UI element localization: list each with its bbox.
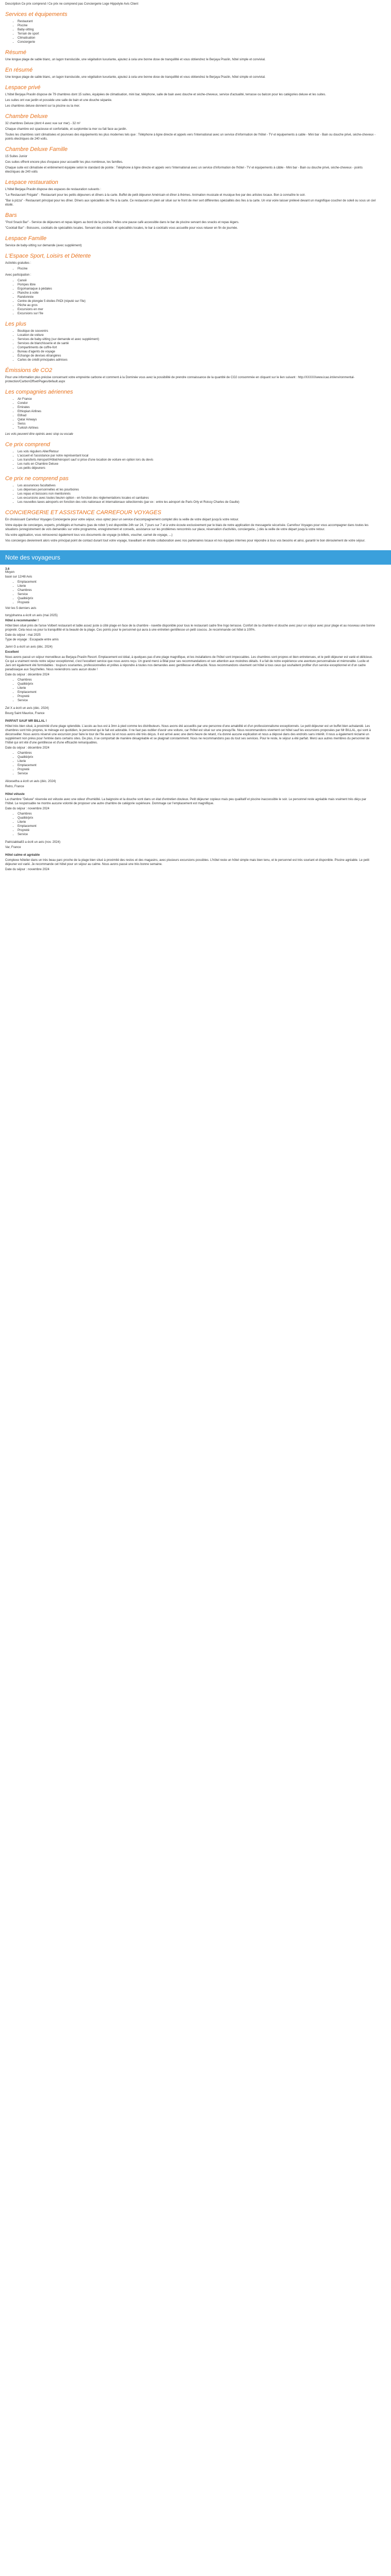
list-item: • Turkish Airlines bbox=[18, 426, 376, 430]
rating-category: • Chambres bbox=[18, 588, 376, 592]
overall-label: Moyen bbox=[5, 571, 15, 574]
section-list bbox=[5, 450, 376, 470]
section-title: Lespace privé bbox=[5, 84, 41, 91]
section-paragraph: Avec participation : bbox=[5, 274, 31, 277]
review-text: Complexe hôtelier dans un très beau parc proche de la plage bien situé à proximité des restos et des magasins, avec plusieurs excursions possibles. L'hôtel reste un hôtel simple mais bien tenu, et le personnel est très souriant et disponible. Piscine agréable. Le petit déjeuner est varié. Je recommande cet hôtel pour un séjour au calme. Nous avons passé une très bonne semaine. bbox=[5, 859, 369, 866]
review bbox=[5, 646, 376, 703]
rating-category: • Propreté bbox=[18, 601, 376, 605]
section-paragraph: Les suites ont vue jardin et possède une salle de bain et une douche séparée. bbox=[5, 99, 112, 102]
rating-category: • Emplacement bbox=[18, 690, 376, 694]
section-title: Émissions de CO2 bbox=[5, 367, 53, 374]
reviews-area bbox=[0, 568, 381, 871]
section-paragraph: Toutes les chambres sont climatisées et pourvues des équipements les plus modernes tels que : Téléphone à ligne directe et appels vers l'international avec un service d'information de l'hôtel - TV et équipements à cable - Mini bar - Bain ou douche privé, sèche-cheveux - points électriques de 240 volts. bbox=[5, 133, 376, 141]
section-title: Services et équipements bbox=[5, 11, 68, 18]
section-title: CONCIERGERIE ET ASSISTANCE CARREFOUR VOYAGES bbox=[5, 510, 161, 516]
review-title: Excellent bbox=[5, 651, 19, 654]
list-item: • Centre de plongée 5 étoiles PADI (réputé sur l'île) bbox=[18, 299, 376, 303]
review-text: Hôtel bien situé près de l'anse Volbert restaurant et table assez juste à côté plage en face de la chambre - navette disponible pour tous le restaurant cadre fine Ingo terrasse. Confort de la chambre et douche avec pour un séjour avec pour plage et au nouveau une bonne propreté. Cela nous va pour la tranquillité et la beauté de la plage. Ces points pour le personnel qui aura à une entretien gentillesse un petit coucou. Je recommande cet hôtel à 100%. bbox=[5, 624, 375, 632]
review-categories bbox=[5, 812, 376, 837]
list-item: • Restaurant bbox=[18, 20, 376, 24]
section-paragraph: Pour une information plus précise concernant votre empreinte carbone et comment à la Dominée vous avez la possibilité de prendre connaissance de la quantité de CO2 consommée en cliquant sur le lien suivant : http://XXXXXwww.icao.int/environmental-protection/CarbonOffset/Pages/default.aspx bbox=[5, 376, 355, 383]
list-item: • Qatar Airways bbox=[18, 418, 376, 422]
see-all-reviews-link[interactable]: Voir les 5 derniers avis bbox=[5, 607, 37, 610]
overall-score: 3.6 bbox=[5, 568, 10, 571]
section-paragraph: Votre équipe de concierges, experts, privilégiés et humains (pas de robot !) est disponible 24h sur 24, 7 jours sur 7 et à votre écoute exclusivement par le biais de notre application de messagerie sécurisée. Carrefour Voyages pour vous accompagner dans toutes les situations (enregistrement de vols demandés sur votre programme, enregistrement et conseils, assistance sur les problèmes rencontrés sur place, réservation d'activités, conciergerie...) dès la veille de votre départ jusqu'à votre retour. bbox=[5, 524, 369, 531]
list-item: • Excursions sur l'île bbox=[18, 312, 376, 316]
section-paragraph: Une longue plage de sable blanc, un lagon translucide, une végétation luxuriante, ajoutez à cela une bonne dose de tranquillité et vous obtiendrez le Berjaya Praslin, hôtel simple et convivial. bbox=[5, 76, 266, 79]
review-author: Zel X a écrit un avis (déc. 2024) bbox=[5, 707, 49, 710]
list-item: • Pêche au gros bbox=[18, 303, 376, 308]
list-item: • Les transferts Aéroport/Hôtel/Aéroport sauf si prise d'une location de voiture en option lors du devis bbox=[18, 458, 376, 462]
list-item: • Location de voiture bbox=[18, 333, 376, 337]
section-paragraph: 15 Suites Junior bbox=[5, 155, 28, 158]
section bbox=[5, 113, 376, 141]
list-item: • Piscine bbox=[18, 24, 376, 28]
overall-categories bbox=[5, 580, 376, 605]
rating-category: • Propreté bbox=[18, 768, 376, 772]
rating-category: • Literie bbox=[18, 584, 376, 588]
section bbox=[5, 11, 376, 44]
section-title: Bars bbox=[5, 212, 17, 218]
section-paragraph: Vos concierges deviennent alors votre principal point de contact durant tout votre voyage, travaillant en étroite collaboration avec nos partenaires locaux et nos équipes internes pour répondre à tous vos besoins et ainsi, garantir le bon déroulement de votre séjour. bbox=[5, 539, 366, 543]
review-categories bbox=[5, 751, 376, 776]
review-text: La chambre "Deluxe" réservée est vétuste avec une odeur d'humidité. La baignoire et la douche sont dans un état d'entretien douteux. Petit déjeuner copieux mais peu qualitatif et piscine inaccessible le soir. Le personnel reste agréable mais vraiment très déçu par l'hôtel. Le responsable ne montre aucune volonté de proposer une autre chambre de catégorie supérieure. Dommage car l'emplacement est magnifique. bbox=[5, 798, 366, 805]
list-item: • Conciergerie bbox=[18, 40, 376, 44]
list-item: • Climatisation bbox=[18, 36, 376, 40]
list-item: • Bureau d'agents de voyage bbox=[18, 350, 376, 354]
rating-category: • Emplacement bbox=[18, 580, 376, 584]
section-list bbox=[5, 267, 376, 271]
overall-rating bbox=[5, 568, 376, 610]
section bbox=[5, 49, 376, 62]
list-item: • Excursions en mer bbox=[18, 308, 376, 312]
section-title: L'Espace Sport, Loisirs et Détente bbox=[5, 253, 91, 259]
section-paragraph: En choisissant Carrefour Voyages Conciergerie pour votre séjour, vous optez pour un service d'accompagnement complet dès la veille de votre départ jusqu'à votre retour. bbox=[5, 518, 239, 521]
review-categories bbox=[5, 678, 376, 703]
rating-category: • Literie bbox=[18, 759, 376, 764]
section-list bbox=[5, 484, 376, 504]
section bbox=[5, 67, 376, 79]
review-stay-date: Date du séjour : novembre 2024 bbox=[5, 868, 50, 871]
section-title: Lespace restauration bbox=[5, 179, 58, 185]
section-list bbox=[5, 20, 376, 44]
review bbox=[5, 780, 376, 789]
rating-category: • Emplacement bbox=[18, 824, 376, 828]
page bbox=[0, 2, 381, 543]
review-stay-date: Date du séjour : mai 2025 bbox=[5, 634, 41, 637]
section-list bbox=[5, 279, 376, 316]
section-title: Lespace Famille bbox=[5, 235, 47, 242]
section-paragraph: L'hôtel Berjaya Praslin dispose de 79 chambres dont 15 suites, équipées de climatisation, mini bar, téléphone, salle de bain avec douche et sèche-cheveux, service d'actualité, terrasse ou balcon pour les catégories deluxe et les suites. bbox=[5, 93, 326, 96]
intro-tabs: Description Ce prix comprend / Ce prix ne comprend pas Conciergerie Loge Hippolyte Avis Client bbox=[5, 3, 139, 6]
section bbox=[5, 367, 376, 384]
list-item: • L'accueil et l'assistance par notre représentant local bbox=[18, 454, 376, 458]
review-stay-date: Date du séjour : novembre 2024 bbox=[5, 807, 50, 810]
section-paragraph: Les chambres deluxe donnent sur la piscine ou la mer. bbox=[5, 105, 80, 108]
section-paragraph: "Cocktail Bar" - Boissons, cocktails de spécialités locales. Servant des cocktails et spécialités locales, le bar à cocktails vous accueille pour vous relaxer en fin de journée. bbox=[5, 227, 238, 230]
section bbox=[5, 321, 376, 362]
review-title: PARFAIT SAUF MR BILLAL ! bbox=[5, 720, 47, 723]
rating-category: • Qualité/prix bbox=[18, 816, 376, 820]
notes-title: Note des voyageurs bbox=[5, 554, 60, 561]
rating-category: • Literie bbox=[18, 820, 376, 824]
section-paragraph: Chaque chambre est spacieuse et confortable, et surplombe la mer ou fait face au jardin. bbox=[5, 128, 127, 131]
review-text: Var, France bbox=[5, 846, 21, 849]
list-item: • Terrain de sport bbox=[18, 32, 376, 36]
rating-category: • Service bbox=[18, 833, 376, 837]
review-stay-date: Date du séjour : décembre 2024 bbox=[5, 673, 50, 676]
list-item: • Les dépenses personnelles et les pourboires bbox=[18, 488, 376, 492]
review bbox=[5, 841, 376, 850]
review bbox=[5, 707, 376, 716]
list-item: • Emirates bbox=[18, 405, 376, 410]
rating-category: • Emplacement bbox=[18, 764, 376, 768]
list-item: • Planche à voile bbox=[18, 291, 376, 295]
list-item: • Services de blanchisserie et de santé bbox=[18, 342, 376, 346]
rating-category: • Chambres bbox=[18, 751, 376, 755]
review bbox=[5, 614, 376, 641]
section-title: Les compagnies aériennes bbox=[5, 389, 73, 395]
section-list bbox=[5, 329, 376, 362]
list-item: • Les assurances facultatives bbox=[18, 484, 376, 488]
rating-category: • Service bbox=[18, 592, 376, 597]
section bbox=[5, 212, 376, 230]
section bbox=[5, 273, 376, 316]
rating-category: • Propreté bbox=[18, 828, 376, 833]
section-paragraph: "Pool Snack Bar" - Service de déjeuners et repas légers au bord de la piscine. Pelles une pause café accessible dans le bar de piscine servant des snacks et repas légers. bbox=[5, 221, 239, 224]
list-item: • Les vols réguliers Aller/Retour bbox=[18, 450, 376, 454]
list-item: • Compartiments de coffre-fort bbox=[18, 346, 376, 350]
section-paragraph: "Le Restaurant Frégate" - Restaurant pour les petits déjeuners et dîners à la carte. Buffet de petit déjeuner Américain et dîner à thèmes. Animation musicale et musique live par des artistes locaux. Bon à connaître le soir. bbox=[5, 194, 306, 197]
list-item: • Condor bbox=[18, 401, 376, 405]
list-item: • Les petits déjeuners bbox=[18, 466, 376, 470]
list-item: • Cartes de crédit principales admises bbox=[18, 358, 376, 362]
rating-category: • Qualité/prix bbox=[18, 682, 376, 686]
section bbox=[5, 179, 376, 207]
section-list bbox=[5, 397, 376, 430]
list-item: • Échange de devises étrangères bbox=[18, 354, 376, 358]
section-paragraph: Via votre application, vous retrouverez également tous vos documents de voyage (e-billets, voucher, carnet de voyage, ...) bbox=[5, 534, 173, 537]
section-paragraph: "Bar à pizza" - Restaurant principal pour les dîner. Dîners aux spécialités de l'île à la carte. Ce restaurant en plein air situé sur le front de mer sert différentes spécialités des îles à la carte. Un vrai voire laisser prélevé devant un magnifique coucher de soleil ou sous un ciel étoilé. bbox=[5, 199, 376, 207]
review-text: Bourg Saint Maurice, France bbox=[5, 712, 45, 715]
section-paragraph: Ces suites offrent encore plus d'espace pour accueillir les plus nombreux, les familles. bbox=[5, 161, 123, 164]
section-title: Ce prix comprend bbox=[5, 442, 50, 448]
rating-category: • Service bbox=[18, 699, 376, 703]
review-author: Patriciabba83 a écrit un avis (nov. 2024) bbox=[5, 841, 60, 844]
list-item: • Les nuits en Chambre Deluxe bbox=[18, 462, 376, 466]
section bbox=[5, 146, 376, 174]
section-paragraph: Chaque suite est climatisée et entièrement équipée selon le standard de pointe : Téléphone à ligne directe et appels vers l'international avec un service d'information de l'hôtel - TV et équipements à câble - Mini bar - Bain ou douche privé, sèche-cheveux - points électriques de 240 volts bbox=[5, 166, 363, 174]
reviews-list bbox=[5, 614, 376, 871]
section-title: Ce prix ne comprend pas bbox=[5, 476, 69, 482]
rating-category: • Qualité/prix bbox=[18, 597, 376, 601]
list-item: • Les nouvelles taxes aéroports en fonction des vols nationaux et internationaux sélectionnés (par ex : entre les aéroport de Paris Orly et Roissy Charles de Gaulle) bbox=[18, 500, 376, 504]
list-item: • Canoë bbox=[18, 279, 376, 283]
list-item: • Swiss bbox=[18, 422, 376, 426]
section-title: Résumé bbox=[5, 49, 26, 56]
review-author: Jamri G a écrit un avis (déc. 2024) bbox=[5, 646, 53, 649]
review-trip-type: Type de voyage : Escapade entre amis bbox=[5, 638, 59, 641]
section bbox=[5, 476, 376, 504]
section bbox=[5, 84, 376, 108]
review-text: Nous avons passé un séjour merveilleux au Berjaya Praslin Resort. Emplacement est idéal, à quelques pas d'une plage magnifique, et les installations de l'hôtel sont impeccables. Les chambres sont propres et bien entretenues, et le petit déjeuner est varié et délicieux. Ce qui a vraiment rendu notre séjour exceptionnel, c'est l'excellent service que nous avons reçu. Un grand merci à Bilal pour ses recommandations et son attention aux moindres détails. Il a fait de notre expérience une aventure personnalisée et mémorable. Lucile et Jani ont également été formidables : toujours souriantes, professionnelles et prêtes à répondre à toutes nos demandes avec gentillesse et efficacité. Nous recommandons vivement cet hôtel à tous ceux qui souhaitent profiter d'un service exceptionnel et d'un cadre paradisiaque aux Seychelles. Nous reviendrons sans aucun doute ! bbox=[5, 656, 373, 671]
list-item: • Baby-sitting bbox=[18, 28, 376, 32]
section-paragraph: Service de baby-sitting sur demande (avec supplément) bbox=[5, 244, 82, 247]
list-item: • Ergomaniaque à pédales bbox=[18, 287, 376, 291]
list-item: • Boutique de souvenirs bbox=[18, 329, 376, 333]
list-item: • Services de baby-sitting (sur demande et avec supplément) bbox=[18, 337, 376, 342]
review-text: Hôtel très bien situé, à proximité d'une plage splendide. L'accès au bus est à 3mn à pied comme les distributeurs. Nous avons été accueillis par une personne d'une amabilité et d'un professionnalisme exceptionnels. Le petit déjeuner est un buffet bien achalandé. Les chambres sont très propres, le ménage est quotidien, le personnel qui le fait est adorable. Il ne faut pas oublier d'avoir une voiture, car l'hôtel est situé sur une presqu'île. Nous recommandons vivement cet hôtel sauf les excursions proposées par Mr BILLAL, qui sont à déconseiller. Nous avons réservé une excursion pour faire le tour de l'île avec lui et nous avons été très déçus. Il est arrivé avec une demi-heure de retard, n'a donné aucune explication et nous a déposé dans des endroits sans intérêt. Il nous a également réclamé un supplément non prévu pour l'entrée dans certains sites. De plus, il se comportait de manière désagréable et se plaignait constamment. Nous ne recommandons pas du tout ses services. Pour le reste, le séjour a été parfait. Merci aux autres membres du personnel de l'hôtel qui ont été d'une gentillesse et d'une efficacité remarquables. bbox=[5, 725, 371, 744]
section bbox=[5, 389, 376, 436]
list-item: • Pompes libre bbox=[18, 283, 376, 287]
rating-category: • Service bbox=[18, 772, 376, 776]
rating-category: • Literie bbox=[18, 686, 376, 690]
review-title: Hôtel vétuste bbox=[5, 793, 25, 796]
section-title: Chambre Deluxe Famille bbox=[5, 146, 68, 152]
section-footnote: Les vols peuvent être opérés avec stop ou escale bbox=[5, 433, 73, 436]
section-paragraph: Activités gratuites : bbox=[5, 262, 31, 265]
section-title: Les plus bbox=[5, 321, 26, 327]
list-item: • Piscine bbox=[18, 267, 376, 271]
section bbox=[5, 253, 376, 271]
list-item: • Etihad bbox=[18, 414, 376, 418]
list-item: • Ethiopian Airlines bbox=[18, 410, 376, 414]
rating-category: • Qualité/prix bbox=[18, 755, 376, 759]
section-paragraph: 32 chambres Deluxe (dont 4 avec vue sur mer) - 32 m² bbox=[5, 122, 80, 125]
overall-count: basé sur 12/48 Avis bbox=[5, 575, 32, 579]
section-title: Chambre Deluxe bbox=[5, 113, 48, 120]
review-title: Hôtel à recommander ! bbox=[5, 619, 39, 622]
rating-category: • Chambres bbox=[18, 812, 376, 816]
list-item: • Air France bbox=[18, 397, 376, 401]
review-author: tonyjohanna a écrit un avis (mai 2025) bbox=[5, 614, 58, 617]
review-text: Retro, France bbox=[5, 785, 24, 788]
notes-header bbox=[0, 550, 391, 565]
list-item: • Les excursions avec toutes lieu/en option - en fonction des réglementations locales et sanitaires bbox=[18, 496, 376, 500]
review-author: Alicesetha a écrit un avis (déc. 2024) bbox=[5, 780, 56, 783]
review bbox=[5, 854, 376, 871]
section bbox=[5, 442, 376, 470]
sections bbox=[5, 11, 376, 543]
section bbox=[5, 510, 376, 543]
list-item: • Randonnée bbox=[18, 295, 376, 299]
review-stay-date: Date du séjour : décembre 2024 bbox=[5, 747, 50, 750]
section-paragraph: Une longue plage de sable blanc, un lagon translucide, une végétation luxuriante, ajoutez à cela une bonne dose de tranquillité et vous obtiendrez le Berjaya Praslin, hôtel simple et convivial. bbox=[5, 58, 266, 61]
section-paragraph: L'hôtel Berjaya Praslin dispose des espaces de restauration suivants : bbox=[5, 188, 101, 191]
review-title: Hôtel calme et agréable bbox=[5, 854, 40, 857]
review bbox=[5, 720, 376, 776]
rating-category: • Chambres bbox=[18, 678, 376, 682]
section bbox=[5, 235, 376, 248]
section-title: En résumé bbox=[5, 67, 33, 73]
list-item: • Les repas et boissons non mentionnés bbox=[18, 492, 376, 496]
rating-category: • Propreté bbox=[18, 694, 376, 699]
review bbox=[5, 793, 376, 837]
